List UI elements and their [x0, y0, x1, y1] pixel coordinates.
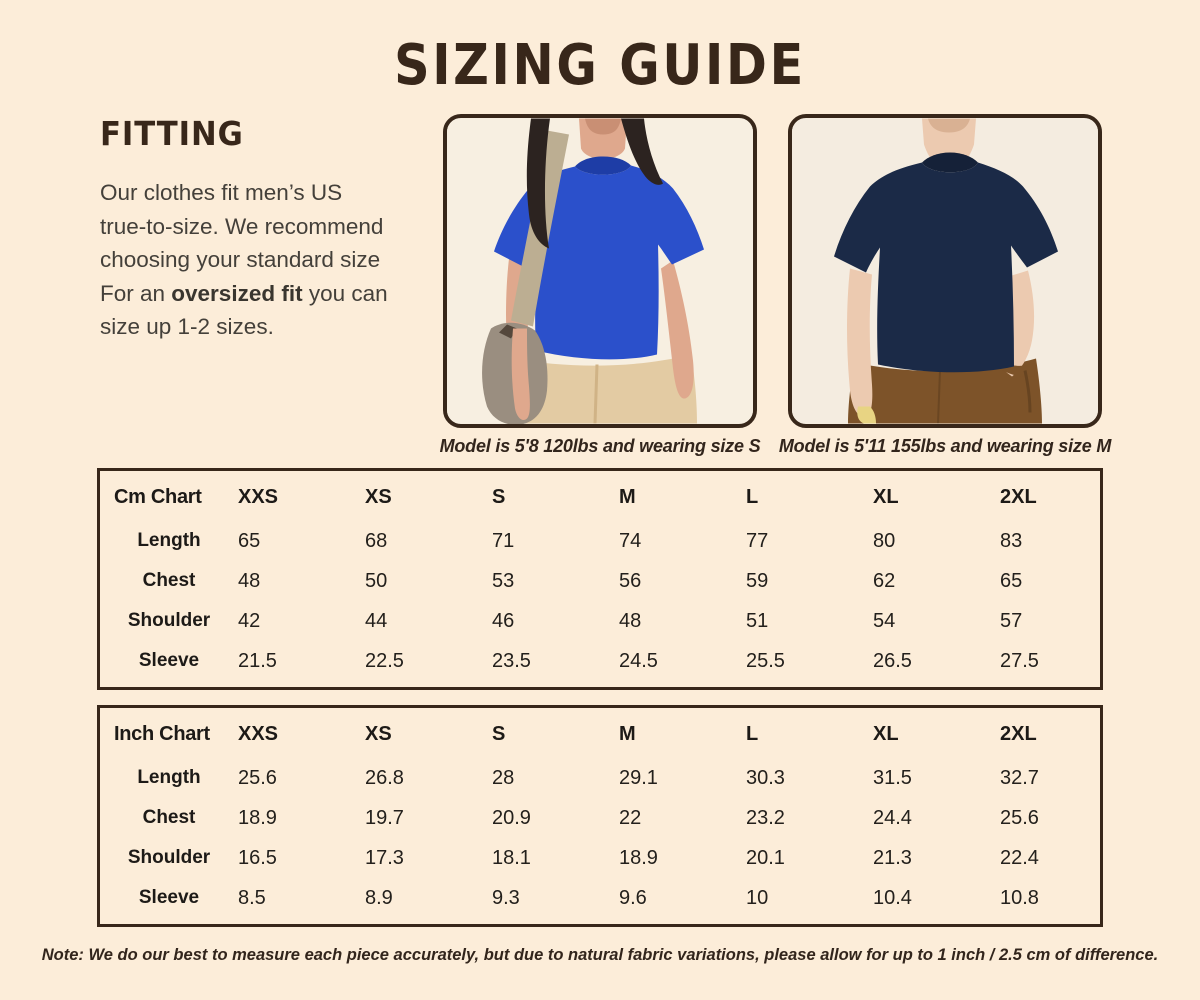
row-label: Shoulder	[127, 847, 211, 868]
table-title: Cm Chart	[114, 485, 202, 508]
table-row	[100, 641, 1100, 681]
size-column-header: XXS	[238, 722, 279, 745]
model-photo-male	[788, 114, 1102, 428]
size-value: 9.6	[619, 886, 647, 909]
fitting-paragraph-line: Our clothes fit men’s US	[100, 180, 343, 205]
size-value: 30.3	[746, 766, 785, 789]
size-column-header: 2XL	[1000, 722, 1037, 745]
size-value: 65	[238, 529, 261, 552]
size-value: 21.3	[873, 846, 912, 869]
size-value: 53	[492, 569, 515, 592]
fitting-paragraph	[100, 176, 440, 344]
model-caption-female: Model is 5'8 120lbs and wearing size S	[439, 436, 761, 456]
size-value: 83	[1000, 529, 1023, 552]
size-column-header: M	[619, 485, 636, 508]
size-column-header: S	[492, 485, 506, 508]
size-value: 48	[619, 609, 642, 632]
size-value: 80	[873, 529, 896, 552]
size-value: 74	[619, 529, 642, 552]
size-value: 8.5	[238, 886, 266, 909]
size-value: 22.5	[365, 649, 404, 672]
size-value: 25.6	[1000, 806, 1039, 829]
table-row	[100, 878, 1100, 918]
row-label: Chest	[142, 807, 196, 828]
table-row	[100, 798, 1100, 838]
size-value: 20.9	[492, 806, 531, 829]
size-value: 25.5	[746, 649, 785, 672]
size-column-header: M	[619, 722, 636, 745]
table-title: Inch Chart	[114, 722, 210, 745]
size-value: 10.4	[873, 886, 912, 909]
size-value: 29.1	[619, 766, 658, 789]
size-value: 18.1	[492, 846, 531, 869]
size-value: 54	[873, 609, 896, 632]
size-column-header: L	[746, 485, 759, 508]
fitting-paragraph-line: choosing your standard size	[100, 247, 381, 272]
row-label: Length	[137, 530, 201, 551]
size-value: 21.5	[238, 649, 277, 672]
size-value: 44	[365, 609, 388, 632]
size-value: 22	[619, 806, 642, 829]
size-value: 42	[238, 609, 261, 632]
size-value: 23.5	[492, 649, 531, 672]
fitting-paragraph-line: true-to-size. We recommend	[100, 213, 384, 239]
row-label: Sleeve	[138, 887, 200, 908]
size-value: 23.2	[746, 806, 785, 829]
size-value: 65	[1000, 569, 1023, 592]
row-label: Length	[137, 767, 201, 788]
model1-pants-crease	[595, 365, 597, 424]
size-value: 10	[746, 886, 769, 909]
size-value: 8.9	[365, 886, 393, 909]
table-row	[100, 561, 1100, 601]
size-column-header: XXS	[238, 485, 279, 508]
fitting-heading: FITTING	[100, 114, 244, 153]
size-value: 57	[1000, 609, 1023, 632]
size-value: 9.3	[492, 886, 520, 909]
size-value: 56	[619, 569, 642, 592]
table-row	[100, 838, 1100, 878]
size-value: 26.5	[873, 649, 912, 672]
table-header-row	[100, 473, 1100, 521]
size-value: 28	[492, 766, 515, 789]
size-value: 46	[492, 609, 515, 632]
size-value: 17.3	[365, 846, 404, 869]
model-caption-male: Model is 5'11 155lbs and wearing size M	[778, 436, 1112, 456]
size-column-header: XS	[365, 722, 392, 745]
size-value: 24.4	[873, 806, 912, 829]
model-photo-female	[443, 114, 757, 428]
size-value: 77	[746, 529, 769, 552]
size-value: 50	[365, 569, 388, 592]
row-label: Shoulder	[127, 610, 211, 631]
size-value: 71	[492, 529, 515, 552]
fitting-paragraph-line: size up 1-2 sizes.	[100, 314, 274, 339]
size-value: 18.9	[238, 806, 277, 829]
size-value: 26.8	[365, 766, 404, 789]
model2-left-arm	[847, 269, 872, 417]
size-value: 16.5	[238, 846, 277, 869]
size-value: 59	[746, 569, 769, 592]
fitting-paragraph-line: For an oversized fit you can	[100, 280, 388, 306]
size-value: 62	[873, 569, 896, 592]
size-value: 48	[238, 569, 261, 592]
size-value: 68	[365, 529, 388, 552]
size-value: 27.5	[1000, 649, 1039, 672]
size-value: 10.8	[1000, 886, 1039, 909]
size-column-header: S	[492, 722, 506, 745]
row-label: Chest	[142, 570, 196, 591]
size-value: 22.4	[1000, 846, 1039, 869]
model-illustration-female	[447, 118, 753, 424]
size-value: 32.7	[1000, 766, 1039, 789]
size-value: 18.9	[619, 846, 658, 869]
size-column-header: XL	[873, 485, 899, 508]
table-header-row	[100, 710, 1100, 758]
size-value: 31.5	[873, 766, 912, 789]
page-title	[0, 34, 1200, 100]
size-table-cm	[97, 468, 1103, 690]
model-illustration-male	[792, 118, 1098, 424]
table-row	[100, 758, 1100, 798]
size-value: 24.5	[619, 649, 658, 672]
size-value: 19.7	[365, 806, 404, 829]
size-column-header: L	[746, 722, 759, 745]
size-column-header: 2XL	[1000, 485, 1037, 508]
size-table-inch	[97, 705, 1103, 927]
size-value: 20.1	[746, 846, 785, 869]
size-column-header: XL	[873, 722, 899, 745]
note-text: Note: We do our best to measure each piece accurately, but due to natural fabric variations, please allow for up to 1 inch / 2.5 cm of difference.	[41, 946, 1159, 964]
size-column-header: XS	[365, 485, 392, 508]
row-label: Sleeve	[138, 650, 200, 671]
table-row	[100, 521, 1100, 561]
page-title-text: SIZING GUIDE	[394, 33, 806, 98]
size-value: 51	[746, 609, 769, 632]
size-value: 25.6	[238, 766, 277, 789]
table-row	[100, 601, 1100, 641]
